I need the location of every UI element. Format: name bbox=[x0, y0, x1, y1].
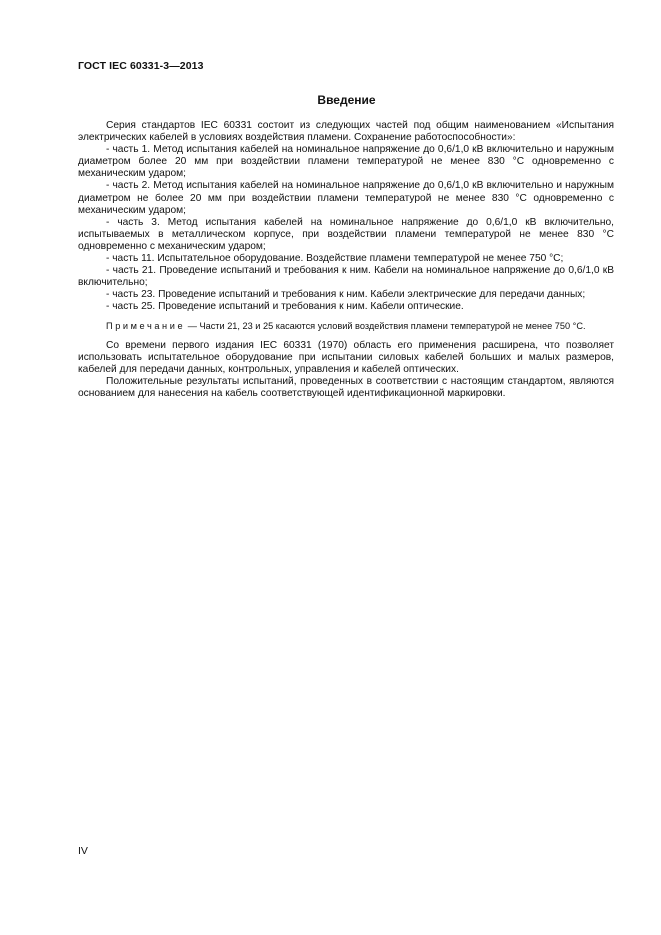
intro-paragraph: Серия стандартов IEC 60331 состоит из следующих частей под общим наименованием «Испытания электрических кабелей в условиях воздействия пламени. Сохранение работоспособности»: bbox=[78, 120, 614, 144]
list-item-part-11: - часть 11. Испытательное оборудование. Воздействие пламени температурой не менее 750 °С; bbox=[106, 253, 564, 265]
list-item-part-23: - часть 23. Проведение испытаний и требования к ним. Кабели электрические для передачи данных; bbox=[106, 289, 586, 301]
list-item-part-1: - часть 1. Метод испытания кабелей на номинальное напряжение до 0,6/1,0 кВ включительно и наружным диаметром более 20 мм при воздействии пламени температурой не менее 830 °С одновременно с механическим ударом; bbox=[78, 144, 614, 180]
introduction-body bbox=[78, 120, 614, 400]
page-number: IV bbox=[78, 845, 88, 857]
note-label: Примечание bbox=[106, 320, 186, 331]
list-item-part-21: - часть 21. Проведение испытаний и требования к ним. Кабели на номинальное напряжение до 0,6/1,0 кВ включительно; bbox=[78, 265, 614, 289]
section-title: Введение bbox=[317, 93, 376, 107]
list-item-part-2: - часть 2. Метод испытания кабелей на номинальное напряжение до 0,6/1,0 кВ включительно и наружным диаметром не более 20 мм при воздействии пламени температурой не менее 830 °С одновременно с механическим ударом; bbox=[78, 180, 614, 216]
list-item-part-3: - часть 3. Метод испытания кабелей на номинальное напряжение до 0,6/1,0 кВ включительно, испытываемых в металлическом корпусе, при воздействии пламени температурой не менее 830 °С одновременно с механическим ударом; bbox=[78, 216, 614, 252]
results-paragraph: Положительные результаты испытаний, проведенных в соответствии с настоящим стандартом, являются основанием для нанесения на кабель соответствующей идентификационной маркировки. bbox=[78, 375, 614, 399]
list-item-part-25: - часть 25. Проведение испытаний и требования к ним. Кабели оптические. bbox=[106, 301, 464, 313]
history-paragraph: Со времени первого издания IEC 60331 (1970) область его применения расширена, что позволяет использовать испытательное оборудование при испытании силовых кабелей больших и малых размеров, кабелей для передачи данных, контрольных, управления и кабелей оптических. bbox=[78, 339, 614, 375]
note-paragraph bbox=[78, 320, 614, 332]
note-text: — Части 21, 23 и 25 касаются условий воздействия пламени температурой не менее 750 °С. bbox=[185, 320, 586, 331]
document-code: ГОСТ IEC 60331-3—2013 bbox=[78, 60, 204, 72]
